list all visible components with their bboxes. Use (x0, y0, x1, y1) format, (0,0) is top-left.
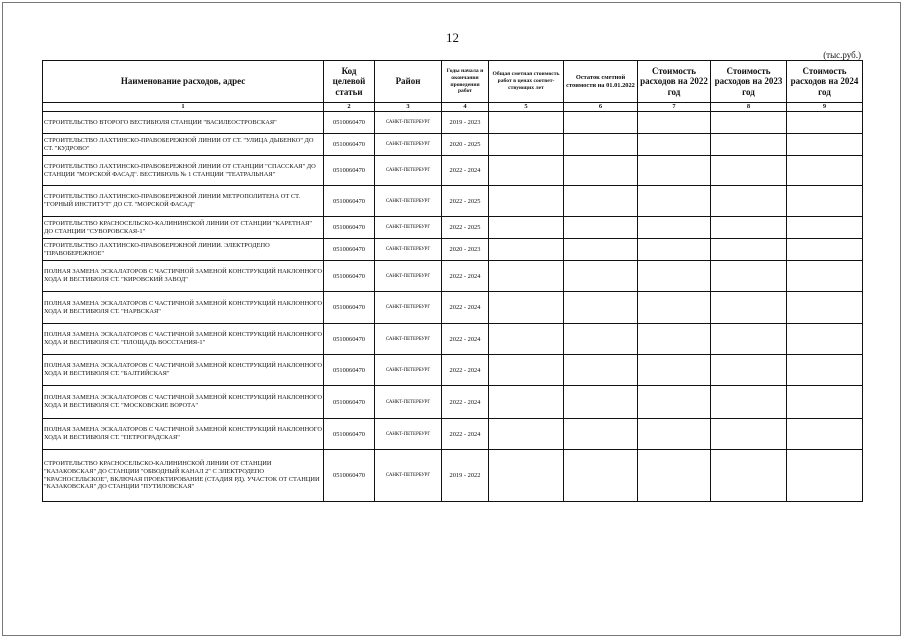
row-cost-2024 (787, 324, 863, 355)
row-cost-2022 (638, 419, 711, 450)
row-total-cost (489, 292, 564, 324)
row-cost-2023 (711, 450, 787, 502)
header-cost-2022: Стоимость расходов на 2022 год (638, 61, 711, 103)
row-cost-2022 (638, 186, 711, 217)
column-number: 3 (375, 103, 442, 112)
row-cost-2023 (711, 419, 787, 450)
row-balance (564, 450, 638, 502)
row-cost-2023 (711, 156, 787, 186)
row-cost-2023 (711, 292, 787, 324)
row-period: 2022 - 2024 (442, 156, 489, 186)
row-name: ПОЛНАЯ ЗАМЕНА ЭСКАЛАТОРОВ С ЧАСТИЧНОЙ ЗАМЕНОЙ КОНСТРУКЦИЙ НАКЛОННОГО ХОДА И ВЕСТИБЮЛЯ СТ. "ПЛОЩАДЬ ВОССТАНИЯ-1" (43, 324, 324, 355)
row-code: 0510060470 (324, 324, 375, 355)
row-balance (564, 419, 638, 450)
row-name: СТРОИТЕЛЬСТВО ВТОРОГО ВЕСТИБЮЛЯ СТАНЦИИ "ВАСИЛЕОСТРОВСКАЯ" (43, 112, 324, 134)
row-district: САНКТ-ПЕТЕРБУРГ (375, 112, 442, 134)
row-cost-2022 (638, 112, 711, 134)
row-balance (564, 292, 638, 324)
column-number: 2 (324, 103, 375, 112)
row-code: 0510060470 (324, 386, 375, 419)
row-period: 2022 - 2024 (442, 419, 489, 450)
table-row (43, 239, 863, 261)
table-row (43, 134, 863, 156)
row-cost-2024 (787, 419, 863, 450)
row-total-cost (489, 112, 564, 134)
row-district: САНКТ-ПЕТЕРБУРГ (375, 355, 442, 386)
row-total-cost (489, 261, 564, 292)
row-period: 2022 - 2024 (442, 324, 489, 355)
row-balance (564, 217, 638, 239)
header-cost-2023: Стоимость расходов на 2023 год (711, 61, 787, 103)
row-cost-2023 (711, 324, 787, 355)
row-cost-2023 (711, 112, 787, 134)
row-balance (564, 324, 638, 355)
row-cost-2024 (787, 156, 863, 186)
header-total-cost: Общая сметная стоимость работ в ценах соответ-ствующих лет (489, 61, 564, 103)
row-cost-2022 (638, 134, 711, 156)
row-cost-2022 (638, 292, 711, 324)
table-row (43, 324, 863, 355)
row-code: 0510060470 (324, 134, 375, 156)
row-code: 0510060470 (324, 261, 375, 292)
row-name: СТРОИТЕЛЬСТВО КРАСНОСЕЛЬСКО-КАЛИНИНСКОЙ ЛИНИИ ОТ СТАНЦИИ "КАЗАКОВСКАЯ" ДО СТАНЦИИ "ОБВОДНЫЙ КАНАЛ 2" С ЭЛЕКТРОДЕПО "КРАСНОСЕЛЬСКОЕ", ВКЛЮЧАЯ ПРОЕКТИРОВАНИЕ (СТАДИЯ РД). УЧАСТОК ОТ СТАНЦИИ "КАЗАКОВСКАЯ" ДО СТАНЦИИ "ПУТИЛОВСКАЯ" (43, 450, 324, 502)
row-code: 0510060470 (324, 419, 375, 450)
row-code: 0510060470 (324, 239, 375, 261)
row-total-cost (489, 134, 564, 156)
row-balance (564, 112, 638, 134)
row-balance (564, 261, 638, 292)
row-name: ПОЛНАЯ ЗАМЕНА ЭСКАЛАТОРОВ С ЧАСТИЧНОЙ ЗАМЕНОЙ КОНСТРУКЦИЙ НАКЛОННОГО ХОДА И ВЕСТИБЮЛЯ СТ. "МОСКОВСКИЕ ВОРОТА" (43, 386, 324, 419)
table-row (43, 292, 863, 324)
row-period: 2022 - 2024 (442, 292, 489, 324)
row-cost-2023 (711, 355, 787, 386)
column-number: 7 (638, 103, 711, 112)
row-cost-2024 (787, 450, 863, 502)
header-row (43, 61, 863, 103)
table-row (43, 419, 863, 450)
row-cost-2023 (711, 386, 787, 419)
units-label: (тыс.руб.) (823, 50, 861, 60)
row-name: СТРОИТЕЛЬСТВО ЛАХТИНСКО-ПРАВОБЕРЕЖНОЙ ЛИНИИ. ЭЛЕКТРОДЕПО "ПРАВОБЕРЕЖНОЕ" (43, 239, 324, 261)
header-period: Годы начала и окончания проведения работ (442, 61, 489, 103)
row-name: ПОЛНАЯ ЗАМЕНА ЭСКАЛАТОРОВ С ЧАСТИЧНОЙ ЗАМЕНОЙ КОНСТРУКЦИЙ НАКЛОННОГО ХОДА И ВЕСТИБЮЛЯ СТ. "КИРОВСКИЙ ЗАВОД" (43, 261, 324, 292)
row-balance (564, 134, 638, 156)
row-total-cost (489, 186, 564, 217)
column-number: 5 (489, 103, 564, 112)
row-code: 0510060470 (324, 450, 375, 502)
row-total-cost (489, 450, 564, 502)
row-cost-2023 (711, 217, 787, 239)
expenses-table (42, 60, 863, 502)
row-cost-2024 (787, 217, 863, 239)
row-district: САНКТ-ПЕТЕРБУРГ (375, 239, 442, 261)
row-cost-2022 (638, 239, 711, 261)
table-row (43, 112, 863, 134)
row-period: 2022 - 2025 (442, 186, 489, 217)
row-balance (564, 386, 638, 419)
row-period: 2022 - 2025 (442, 217, 489, 239)
row-period: 2019 - 2022 (442, 450, 489, 502)
table-row (43, 450, 863, 502)
row-district: САНКТ-ПЕТЕРБУРГ (375, 386, 442, 419)
row-name: СТРОИТЕЛЬСТВО ЛАХТИНСКО-ПРАВОБЕРЕЖНОЙ ЛИНИИ МЕТРОПОЛИТЕНА ОТ СТ. "ГОРНЫЙ ИНСТИТУТ" ДО СТ. "МОРСКОЙ ФАСАД" (43, 186, 324, 217)
row-period: 2022 - 2024 (442, 386, 489, 419)
row-period: 2020 - 2023 (442, 239, 489, 261)
header-district: Район (375, 61, 442, 103)
row-code: 0510060470 (324, 156, 375, 186)
row-period: 2022 - 2024 (442, 355, 489, 386)
column-numbers-row (43, 103, 863, 112)
row-cost-2022 (638, 386, 711, 419)
row-name: ПОЛНАЯ ЗАМЕНА ЭСКАЛАТОРОВ С ЧАСТИЧНОЙ ЗАМЕНОЙ КОНСТРУКЦИЙ НАКЛОННОГО ХОДА И ВЕСТИБЮЛЯ СТ. "ПЕТРОГРАДСКАЯ" (43, 419, 324, 450)
row-district: САНКТ-ПЕТЕРБУРГ (375, 217, 442, 239)
row-cost-2022 (638, 450, 711, 502)
table-row (43, 217, 863, 239)
table-row (43, 386, 863, 419)
header-name: Наименование расходов, адрес (43, 61, 324, 103)
row-name: СТРОИТЕЛЬСТВО ЛАХТИНСКО-ПРАВОБЕРЕЖНОЙ ЛИНИИ ОТ СТ. "УЛИЦА ДЫБЕНКО" ДО СТ. "КУДРОВО" (43, 134, 324, 156)
row-cost-2023 (711, 186, 787, 217)
row-name: ПОЛНАЯ ЗАМЕНА ЭСКАЛАТОРОВ С ЧАСТИЧНОЙ ЗАМЕНОЙ КОНСТРУКЦИЙ НАКЛОННОГО ХОДА И ВЕСТИБЮЛЯ СТ. "НАРВСКАЯ" (43, 292, 324, 324)
row-cost-2023 (711, 134, 787, 156)
table-row (43, 355, 863, 386)
row-district: САНКТ-ПЕТЕРБУРГ (375, 419, 442, 450)
row-period: 2019 - 2023 (442, 112, 489, 134)
row-district: САНКТ-ПЕТЕРБУРГ (375, 156, 442, 186)
column-number: 8 (711, 103, 787, 112)
table-row (43, 186, 863, 217)
row-total-cost (489, 324, 564, 355)
row-name: СТРОИТЕЛЬСТВО ЛАХТИНСКО-ПРАВОБЕРЕЖНОЙ ЛИНИИ ОТ СТАНЦИИ "СПАССКАЯ" ДО СТАНЦИИ "МОРСКОЙ ФАСАД". ВЕСТИБЮЛЬ № 1 СТАНЦИИ "ТЕАТРАЛЬНАЯ" (43, 156, 324, 186)
column-number: 9 (787, 103, 863, 112)
row-cost-2024 (787, 186, 863, 217)
row-cost-2023 (711, 261, 787, 292)
row-period: 2020 - 2025 (442, 134, 489, 156)
row-total-cost (489, 156, 564, 186)
row-cost-2024 (787, 355, 863, 386)
row-cost-2024 (787, 112, 863, 134)
row-balance (564, 186, 638, 217)
row-code: 0510060470 (324, 217, 375, 239)
header-cost-2024: Стоимость расходов на 2024 год (787, 61, 863, 103)
row-code: 0510060470 (324, 355, 375, 386)
row-cost-2022 (638, 261, 711, 292)
row-cost-2022 (638, 217, 711, 239)
row-balance (564, 156, 638, 186)
row-total-cost (489, 217, 564, 239)
row-total-cost (489, 239, 564, 261)
column-number: 4 (442, 103, 489, 112)
row-cost-2024 (787, 134, 863, 156)
row-cost-2024 (787, 261, 863, 292)
row-total-cost (489, 419, 564, 450)
page-number: 12 (446, 30, 459, 45)
row-cost-2023 (711, 239, 787, 261)
row-district: САНКТ-ПЕТЕРБУРГ (375, 292, 442, 324)
row-district: САНКТ-ПЕТЕРБУРГ (375, 186, 442, 217)
column-number: 6 (564, 103, 638, 112)
row-cost-2022 (638, 156, 711, 186)
row-total-cost (489, 386, 564, 419)
row-period: 2022 - 2024 (442, 261, 489, 292)
row-total-cost (489, 355, 564, 386)
row-district: САНКТ-ПЕТЕРБУРГ (375, 324, 442, 355)
row-code: 0510060470 (324, 112, 375, 134)
row-district: САНКТ-ПЕТЕРБУРГ (375, 450, 442, 502)
header-code: Код целевой статьи (324, 61, 375, 103)
row-balance (564, 239, 638, 261)
row-cost-2022 (638, 355, 711, 386)
header-balance: Остаток сметной стоимости на 01.01.2022 (564, 61, 638, 103)
row-cost-2024 (787, 386, 863, 419)
row-cost-2022 (638, 324, 711, 355)
column-number: 1 (43, 103, 324, 112)
row-district: САНКТ-ПЕТЕРБУРГ (375, 261, 442, 292)
row-code: 0510060470 (324, 292, 375, 324)
row-district: САНКТ-ПЕТЕРБУРГ (375, 134, 442, 156)
table-row (43, 261, 863, 292)
row-balance (564, 355, 638, 386)
row-cost-2024 (787, 239, 863, 261)
row-name: ПОЛНАЯ ЗАМЕНА ЭСКАЛАТОРОВ С ЧАСТИЧНОЙ ЗАМЕНОЙ КОНСТРУКЦИЙ НАКЛОННОГО ХОДА И ВЕСТИБЮЛЯ СТ. "БАЛТИЙСКАЯ" (43, 355, 324, 386)
row-cost-2024 (787, 292, 863, 324)
table-row (43, 156, 863, 186)
row-name: СТРОИТЕЛЬСТВО КРАСНОСЕЛЬСКО-КАЛИНИНСКОЙ ЛИНИИ ОТ СТАНЦИИ "КАРЕТНАЯ" ДО СТАНЦИИ "СУВОРОВСКАЯ-1" (43, 217, 324, 239)
row-code: 0510060470 (324, 186, 375, 217)
